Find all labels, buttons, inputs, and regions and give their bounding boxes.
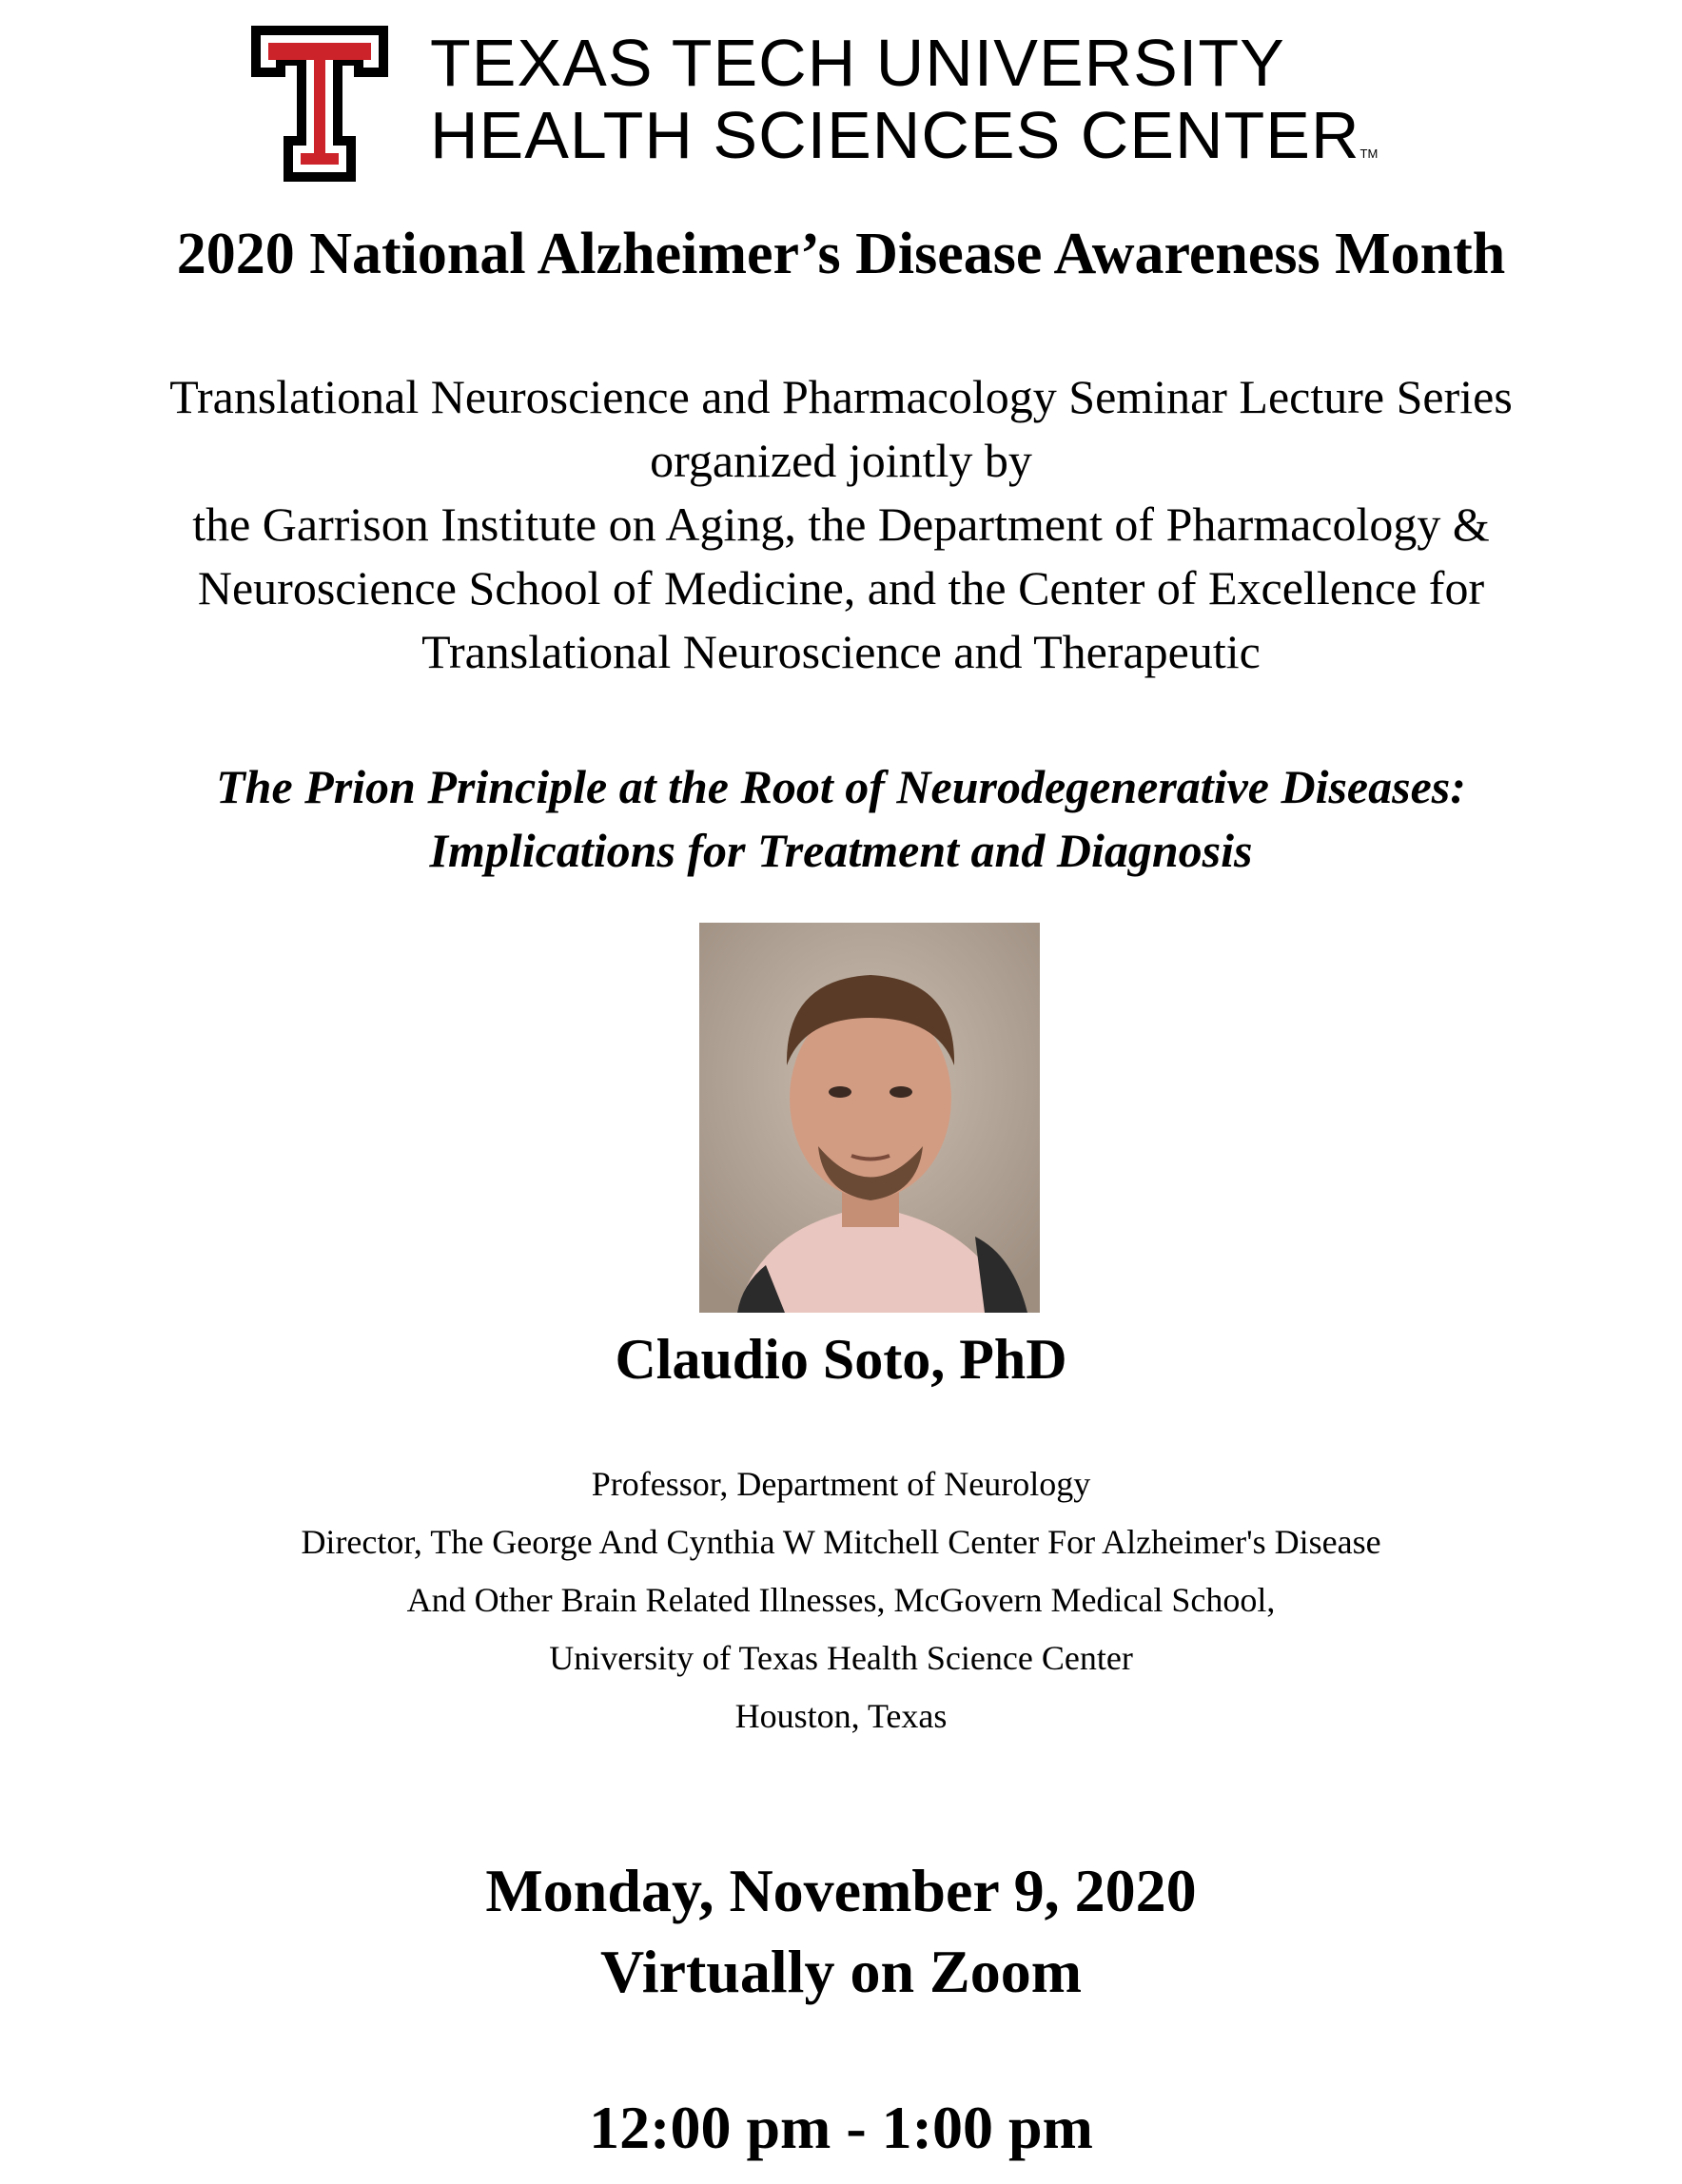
awareness-month-title: 2020 National Alzheimer’s Disease Awareness Month: [176, 222, 1506, 286]
event-venue: Virtually on Zoom: [599, 1938, 1083, 2005]
series-line: Translational Neuroscience and Pharmacology Seminar Lecture Series: [169, 370, 1513, 423]
seminar-series-description: [0, 365, 1682, 684]
talk-title-line: Implications for Treatment and Diagnosis: [429, 824, 1253, 877]
series-line: organized jointly by: [650, 434, 1032, 487]
affiliation-line: And Other Brain Related Illnesses, McGovern Medical School,: [406, 1581, 1276, 1619]
talk-title: [0, 755, 1682, 883]
speaker-photo: [699, 923, 1040, 1313]
event-date: Monday, November 9, 2020: [485, 1857, 1197, 1924]
event-date-venue: [0, 1850, 1682, 2012]
event-time: 12:00 pm - 1:00 pm: [589, 2094, 1093, 2161]
double-t-logo-icon: [249, 24, 390, 184]
institution-name-line: HEALTH SCIENCES CENTERTM: [430, 98, 1379, 172]
university-logo-header: [249, 19, 1429, 190]
speaker-portrait-icon: [699, 923, 1040, 1313]
talk-title-line: The Prion Principle at the Root of Neurodegenerative Diseases:: [216, 760, 1466, 813]
series-line: Translational Neuroscience and Therapeutic: [421, 625, 1261, 678]
trademark-mark: TM: [1359, 146, 1379, 161]
speaker-name: Claudio Soto, PhD: [615, 1328, 1067, 1391]
series-line: the Garrison Institute on Aging, the Department of Pharmacology &: [192, 497, 1490, 551]
affiliation-line: University of Texas Health Science Center: [549, 1639, 1133, 1677]
affiliation-line: Director, The George And Cynthia W Mitchell Center For Alzheimer's Disease: [301, 1523, 1381, 1561]
affiliation-line: Houston, Texas: [734, 1697, 948, 1735]
institution-name-line: TEXAS TECH UNIVERSITY: [430, 26, 1285, 100]
series-line: Neuroscience School of Medicine, and the Center of Excellence for: [197, 561, 1485, 614]
institution-name: [430, 27, 1378, 190]
affiliation-line: Professor, Department of Neurology: [591, 1465, 1091, 1503]
speaker-affiliation: [0, 1455, 1682, 1745]
